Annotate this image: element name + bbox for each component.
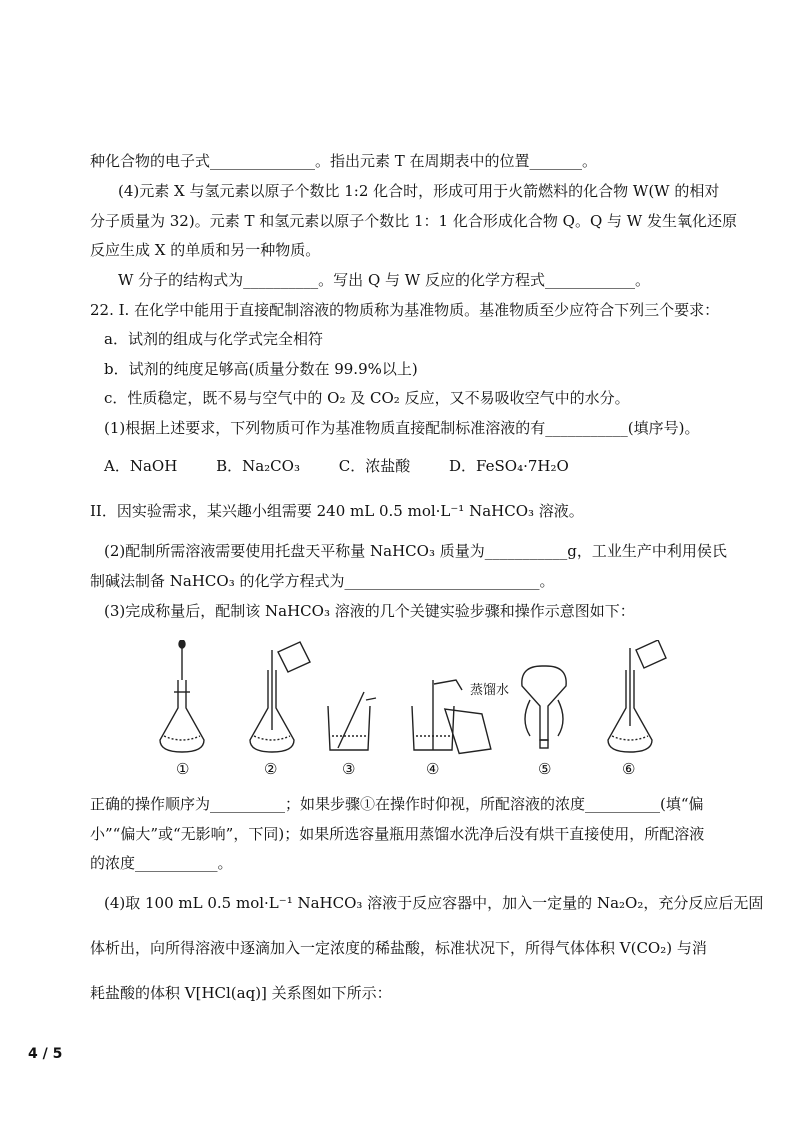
answer-order-line: 正确的操作顺序为__________；如果步骤①在操作时仰视，所配溶液的浓度__________(填“偏 (90, 795, 704, 813)
text-line-4: 反应生成 X 的单质和另一种物质。 (90, 241, 321, 259)
page-number: 4 / 5 (28, 1046, 63, 1062)
step-6-flask-rinse (608, 640, 666, 752)
question-1: (1)根据上述要求，下列物质可作为基准物质直接配制标准溶液的有___________(填序号)。 (104, 419, 700, 437)
requirement-a: a．试剂的组成与化学式完全相符 (104, 330, 323, 348)
step-2-flask-pouring (250, 642, 310, 752)
step-3-beaker-stirring (328, 692, 376, 750)
text-line-2: (4)元素 X 与氢元素以原子个数比 1:2 化合时，形成可用于火箭燃料的化合物 W(W 的相对 (118, 182, 720, 200)
question-4-line-3: 耗盐酸的体积 V[HCl(aq)] 关系图如下所示： (90, 984, 392, 1002)
step-label-6: ⑥ (622, 760, 636, 778)
step-label-5: ⑤ (538, 760, 552, 778)
question-22-intro: 22. I. 在化学中能用于直接配制溶液的物质称为基准物质。基准物质至少应符合下列三个要求： (90, 301, 720, 319)
requirement-b: b．试剂的纯度足够高(质量分数在 99.9%以上) (104, 360, 418, 378)
step-label-1: ① (176, 760, 190, 778)
requirement-c: c．性质稳定，既不易与空气中的 O₂ 及 CO₂ 反应，又不易吸收空气中的水分。 (104, 389, 630, 407)
experiment-steps-figure (150, 640, 690, 780)
text-line-3: 分子质量为 32)。元素 T 和氢元素以原子个数比 1：1 化合形成化合物 Q。Q 与 W 发生氧化还原 (90, 212, 737, 230)
step-label-2: ② (264, 760, 278, 778)
option-c: C．浓盐酸 (338, 457, 411, 475)
question-2-line-1: (2)配制所需溶液需要使用托盘天平称量 NaHCO₃ 质量为___________g，工业生产中利用侯氏 (104, 542, 727, 560)
option-a: A．NaOH (104, 457, 178, 475)
question-3-intro: (3)完成称量后，配制该 NaHCO₃ 溶液的几个关键实验步骤和操作示意图如下： (104, 602, 635, 620)
question-4-line-2: 体析出，向所得溶液中逐滴加入一定浓度的稀盐酸，标准状况下，所得气体体积 V(CO₂) 与消 (90, 939, 707, 957)
step-label-4: ④ (426, 760, 440, 778)
answer-concentration-line: 的浓度___________。 (90, 854, 233, 872)
option-d: D．FeSO₄·7H₂O (449, 457, 569, 475)
step-5-inverted-flask (522, 666, 566, 748)
question-2-line-2: 制碱法制备 NaHCO₃ 的化学方程式为__________________________。 (90, 572, 555, 590)
option-b: B．Na₂CO₃ (216, 457, 300, 475)
text-line-5: W 分子的结构式为__________。写出 Q 与 W 反应的化学方程式____________。 (118, 271, 650, 289)
text-line-1: 种化合物的电子式______________。指出元素 T 在周期表中的位置_______。 (90, 152, 598, 170)
answer-effect-line: 小”“偏大”或“无影响”，下同)；如果所选容量瓶用蒸馏水洗净后没有烘干直接使用，所配溶液 (90, 825, 705, 843)
step-label-3: ③ (342, 760, 356, 778)
question-4-line-1: (4)取 100 mL 0.5 mol·L⁻¹ NaHCO₃ 溶液于反应容器中，加入一定量的 Na₂O₂，充分反应后无固 (104, 894, 764, 912)
section-ii: II．因实验需求，某兴趣小组需要 240 mL 0.5 mol·L⁻¹ NaHCO₃ 溶液。 (90, 502, 584, 520)
options-row (104, 455, 603, 476)
step-1-flask-dropper (160, 640, 204, 752)
distilled-water-label: 蒸馏水 (470, 683, 510, 698)
